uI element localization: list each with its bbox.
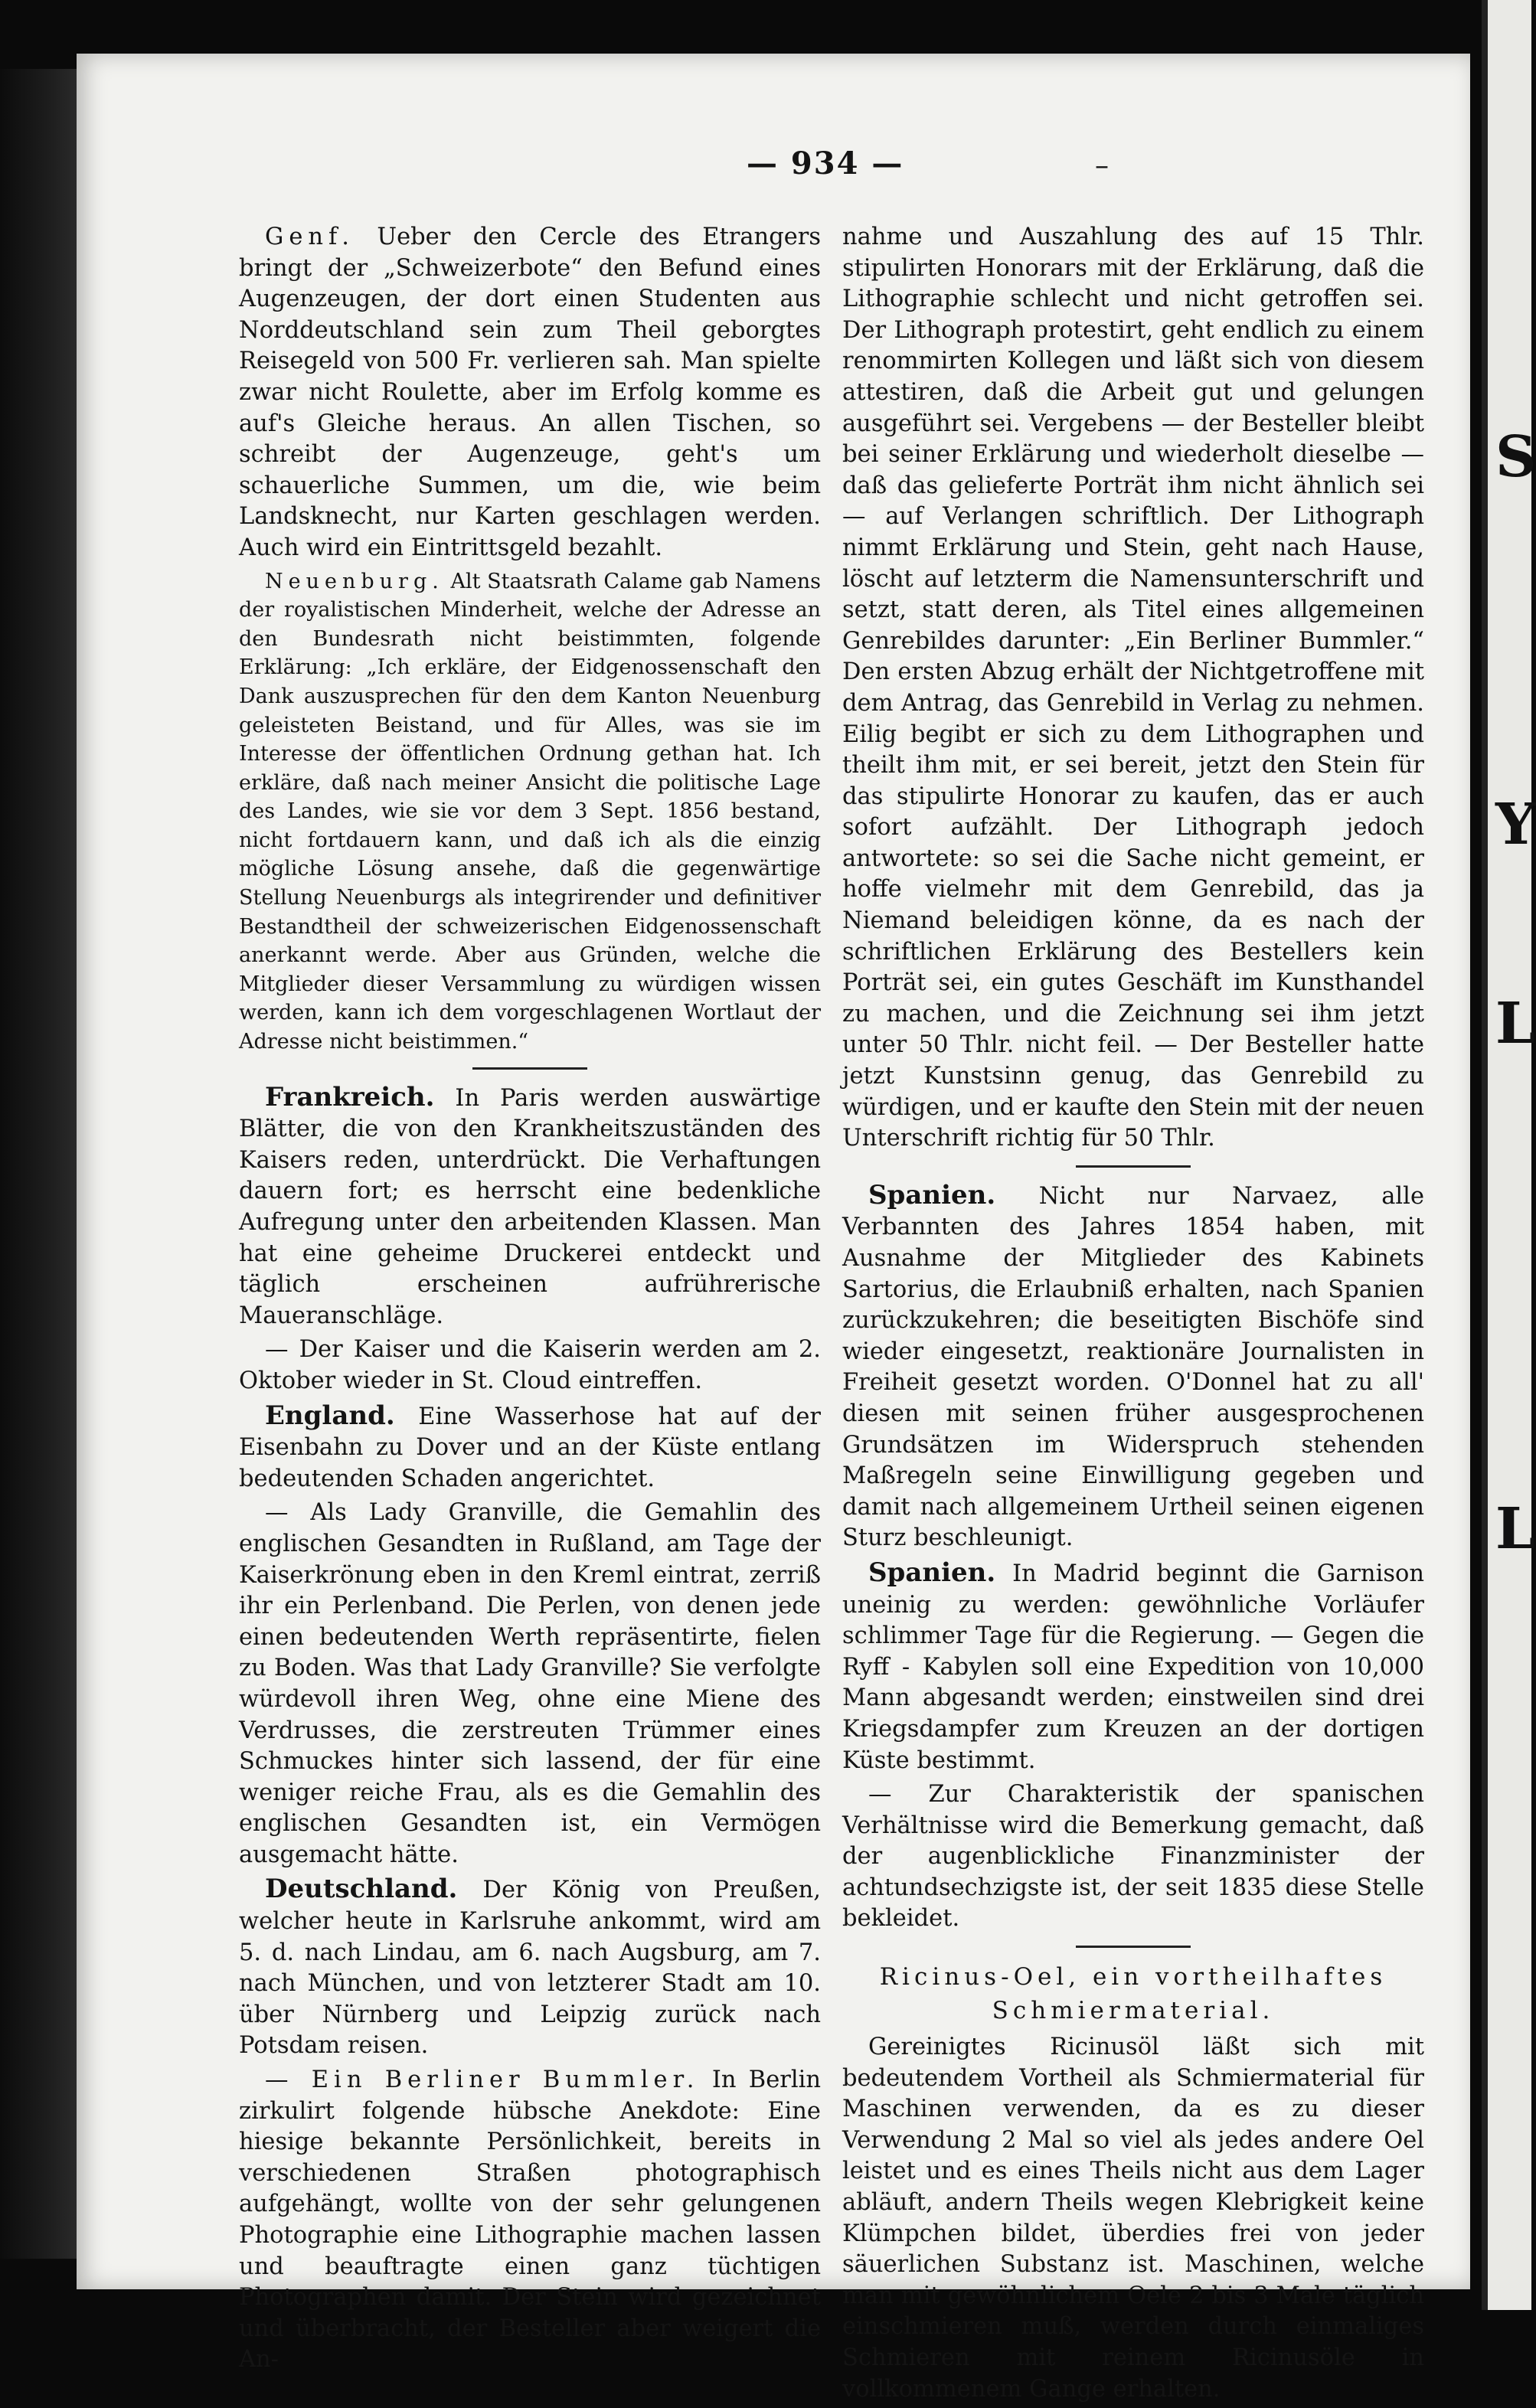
article-frankreich-2: — Der Kaiser und die Kaiserin werden am 2. Oktober wieder in St. Cloud eintreffen. [239, 1336, 821, 1394]
article-ricinus: Gereinigtes Ricinusöl läßt sich mit bedeutendem Vortheil als Schmiermaterial für Maschinen verwenden, da es zu dieser Verwendung 2 Mal so viel als jedes andere Oel leistet und es eines Theils nicht aus dem Lager abläuft, andern Theils wegen Klebrigkeit keine Klümpchen bildet, überdies frei von jeder säuerlichen Substanz ist. Maschinen, welche man mit gewöhnlichem Oele 2 bis 3 Male täglich einschmieren muß, werden durch einmaliges Schmieren mit reinem Ricinusöle in vollkommenem Gange erhalten. [842, 2034, 1424, 2403]
article-text: Alt Staatsrath Calame gab Namens der royalistischen Minderheit, welche der Adresse an den Bundesrath nicht beistimmten, folgende Erklärung: „Ich erkläre, der Eidgenossenschaft den Dank auszusprechen für den dem Kanton Neuenburg geleisteten Beistand, und für Alles, was sie im Interesse der öffentlichen Ordnung gethan hat. Ich erkläre, daß nach meiner Ansicht die politische Lage des Landes, wie sie vor dem 3 Sept. 1856 bestand, nicht fortdauern kann, und daß ich als die einzig mögliche Lösung ansehe, daß die gegenwärtige Stellung Neuenburgs als integrirender und definitiver Bestandtheil der schweizerischen Eidgenossenschaft anerkannt werde. Aber aus Gründen, welche die Mitglieder dieser Versammlung zu würdigen wissen werden, kann ich dem vorgeschlagenen Wortlaut der Adresse nicht beistimmen.“ [239, 569, 821, 1054]
book-binding-edge [0, 69, 77, 2259]
article-deutschland [239, 1874, 821, 2062]
page-number: — 934 — [747, 145, 904, 181]
article-england-2: — Als Lady Granville, die Gemahlin des englischen Gesandten in Rußland, am Tage der Kaiserkrönung eben in den Kreml eintrat, zerriß ihr ein Perlenband. Die Perlen, von denen jede einen bedeutenden Werth repräsentirte, fielen zu Boden. Was that Lady Granville? Sie verfolgte würdevoll ihren Weg, ohne eine Miene des Verdrusses, die zerstreuten Trümmer eines Schmuckes hinter sich lassend, der für eine weniger reiche Frau, als es die Gemahlin des englischen Gesandten ist, ein Vermögen ausgemacht hätte. [239, 1499, 821, 1868]
section-divider [472, 1067, 587, 1070]
article-frankreich [239, 1082, 821, 1332]
article-spanien-3: — Zur Charakteristik der spanischen Verhältnisse wird die Bemerkung gemacht, daß der augenblickliche Finanzminister der achtundsechzigste ist, der seit 1835 diese Stelle bekleidet. [842, 1781, 1424, 1933]
article-england [239, 1400, 821, 1495]
heading-bummler: — Ein Berliner Bummler. [265, 2067, 700, 2094]
heading-england: England. [265, 1400, 395, 1431]
right-column [842, 222, 1424, 2408]
adjacent-page-fragment: Y [1495, 792, 1536, 858]
article-neuenburg [239, 567, 821, 1057]
article-text: In Madrid beginnt die Garnison uneinig zu werden: gewöhnliche Vorläufer schlimmer Tage für die Regierung. — Gegen die Ryff - Kabylen soll eine Expedition von 10,000 Mann abgesandt werden; einstweilen sind drei Kriegsdampfer zum Kreuzen an der dortigen Küste bestimmt. [842, 1560, 1424, 1774]
place-neuenburg: Neuenburg. [265, 569, 444, 593]
section-divider [1076, 1946, 1191, 1948]
article-bummler [239, 2065, 821, 2376]
adjacent-page-strip [1482, 0, 1536, 2310]
heading-spanien: Spanien. [868, 1557, 996, 1588]
article-spanien-2 [842, 1557, 1424, 1776]
article-text: In Paris werden auswärtige Blätter, die von den Krankheitszuständen des Kaisers reden, unterdrückt. Die Verhaftungen dauern fort; es herrscht eine bedenkliche Aufregung unter den arbeitenden Klassen. Man hat eine geheime Druckerei entdeckt und täglich erscheinen aufrührerische Maueranschläge. [239, 1084, 821, 1329]
article-spanien [842, 1180, 1424, 1554]
article-text: Nicht nur Narvaez, alle Verbannten des Jahres 1854 haben, mit Ausnahme der Mitglieder des Kabinets Sartorius, die Erlaubniß erhalten, nach Spanien zurückzukehren; die beseitigten Bischöfe sind wieder eingesetzt, reaktionäre Journalisten in Freiheit gesetzt worden. O'Donnel hat zu all' diesen mit seinen früher ausgesprochenen Grundsätzen im Widerspruch stehenden Maßregeln seine Einwilligung gegeben und damit nach allgemeinem Urtheil seinen eigenen Sturz beschleunigt. [842, 1182, 1424, 1552]
article-text: In Berlin zirkulirt folgende hübsche Anekdote: Eine hiesige bekannte Persönlichkeit, bereits in verschiedenen Straßen photographisch aufgehängt, wollte von der sehr gelungenen Photographie eine Lithographie machen lassen und beauftragte einen ganz tüchtigen Photographen damit. Der Stein wird gezeichnet und überbracht, der Besteller aber weigert die An- [239, 2067, 821, 2374]
ricinus-title: Ricinus-Oel, ein vortheilhaftes Schmiermaterial. [879, 1963, 1387, 2025]
heading-spanien: Spanien. [868, 1179, 996, 1211]
heading-frankreich: Frankreich. [265, 1081, 435, 1113]
adjacent-page-fragment: L [1495, 1496, 1536, 1562]
heading-deutschland: Deutschland. [265, 1874, 458, 1905]
article-text: Der König von Preußen, welcher heute in Karlsruhe ankommt, wird am 5. d. nach Lindau, am 6. nach Augsburg, am 7. nach München, und von letzterer Stadt am 10. über Nürnberg und Leipzig zurück nach Potsdam reisen. [239, 1877, 821, 2060]
adjacent-page-fragment: S [1495, 424, 1536, 490]
corner-mark: – [1095, 150, 1109, 181]
article-text: Eine Wasserhose hat auf der Eisenbahn zu Dover und an der Küste entlang bedeutenden Schaden angerichtet. [239, 1403, 821, 1492]
place-genf: Genf. [265, 224, 355, 250]
article-genf [239, 222, 821, 564]
section-divider [1076, 1165, 1191, 1168]
article-text: Ueber den Cercle des Etrangers bringt der „Schweizerbote“ den Befund eines Augenzeugen, der dort einen Studenten aus Norddeutschland sein zum Theil geborgtes Reisegeld von 500 Fr. verlieren sah. Man spielte zwar nicht Roulette, aber im Erfolg komme es auf's Gleiche heraus. An allen Tischen, so schreibt der Augenzeuge, geht's um schauerliche Summen, um die, wie beim Landsknecht, nur Karten geschlagen werden. Auch wird ein Eintrittsgeld bezahlt. [239, 224, 821, 561]
adjacent-page-fragment: L [1495, 991, 1536, 1057]
article-bummler-continued: nahme und Auszahlung des auf 15 Thlr. stipulirten Honorars mit der Erklärung, daß die Lithographie schlecht und nicht getroffen sei. Der Lithograph protestirt, geht endlich zu einem renommirten Kollegen und läßt sich von diesem attestiren, daß die Arbeit gut und gelungen ausgeführt sei. Vergebens — der Besteller bleibt bei seiner Erklärung und wiederholt dieselbe — daß das gelieferte Porträt ihm nicht ähnlich sei — auf Verlangen schriftlich. Der Lithograph nimmt Erklärung und Stein, geht nach Hause, löscht auf letzterm die Namensunterschrift und setzt, statt deren, als Titel eines allgemeinen Genrebildes darunter: „Ein Berliner Bummler.“ Den ersten Abzug erhält der Nichtgetroffene mit dem Antrag, das Genrebild in Verlag zu nehmen. Eilig begibt er sich zu dem Lithographen und theilt ihm mit, er sei bereit, jetzt den Stein für das stipulirte Honorar zu kaufen, das er auch sofort aufzählt. Der Lithograph jedoch antwortete: so sei die Sache nicht gemeint, er hoffe vielmehr mit dem Genrebild, das ja Niemand beleidigen könne, da es nach der schriftlichen Erklärung des Bestellers kein Porträt sei, ein gutes Geschäft im Kunsthandel zu machen, und die Zeichnung sei ihm jetzt unter 50 Thlr. nicht feil. — Der Besteller hatte jetzt Kunstsinn genug, das Genrebild zu würdigen, und er kaufte den Stein mit der neuen Unterschrift richtig für 50 Thlr. [842, 224, 1424, 1152]
left-column [239, 222, 821, 2379]
